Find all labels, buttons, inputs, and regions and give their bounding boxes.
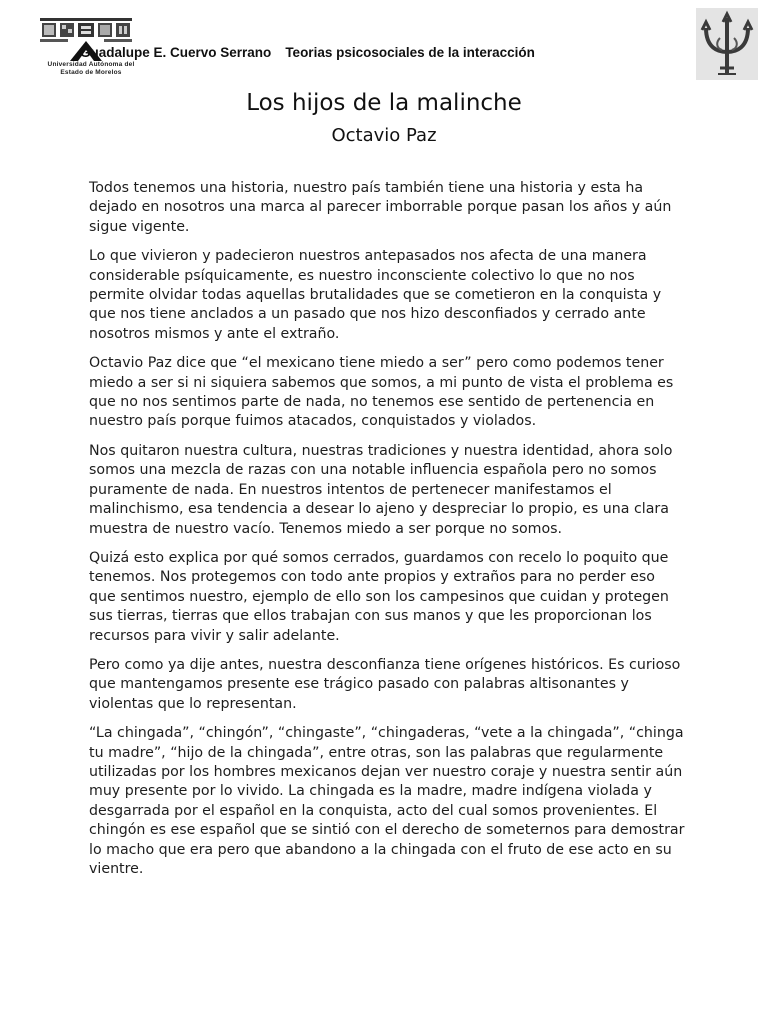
document-header [0,0,768,90]
university-name-line1: Universidad Autónoma del [47,61,135,68]
paragraph: Todos tenemos una historia, nuestro país también tiene una historia y esta ha dejado en nosotros una marca al parecer imborrable porque pasan los años y aún sigue vigente. [89,180,672,235]
author-name: Guadalupe E. Cuervo Serrano [80,45,272,60]
university-name-line2: Estado de Morelos [60,69,122,76]
university-name [36,61,146,77]
document-subtitle: Octavio Paz [331,125,437,146]
paragraph: Lo que vivieron y padecieron nuestros antepasados nos afecta de una manera considerable psíquicamente, es nuestro inconsciente colectivo lo que no nos permite olvidar todas aquellas brutalidades que se cometieron en la conquista y que nos tiene anclados a un pasado que nos hizo desconfiados y cerrado ante nosotros mismos y ante el extraño. [89,248,662,342]
paragraph: “La chingada”, “chingón”, “chingaste”, “chingaderas, “vete a la chingada”, “chinga tu madre”, “hijo de la chingada”, entre otras, son las palabras que regularmente utilizadas por los hombres mexicanos dejan ver nuestro coraje y nuestra sentir aún muy presente por lo vivido. La chingada es la madre, madre indígena violada y desgarrada por el español en la conquista, acto del cual somos provenientes. El chingón es ese español que se sintió con el derecho de someternos para demostrar lo macho que era pero que abandono a la chingada con el fruto de ese acto en su vientre. [89,725,685,877]
paragraph: Quizá esto explica por qué somos cerrados, guardamos con recelo lo poquito que tenemos. Nos protegemos con todo ante propios y extraños para no perder eso que sentimos nuestro, ejemplo de ello son los campesinos que cuidan y protegen sus tierras, tierras que ellos trabajan con sus manos y que les proporcionan los recursos para vivir y salir adelante. [89,549,669,644]
course-name: Teorias psicosociales de la interacción [285,45,535,60]
paragraph: Nos quitaron nuestra cultura, nuestras tradiciones y nuestra identidad, ahora solo somos una mezcla de razas con una notable influencia española pero no somos puramente de nada. En nuestros intentos de pertenecer manifestamos el malinchismo, esa tendencia a desear lo ajeno y despreciar lo propio, es una clara muestra de nuestro vacío. Tenemos miedo a ser porque no somos. [89,442,673,537]
paragraph: Pero como ya dije antes, nuestra desconfianza tiene orígenes históricos. Es curioso que mantengamos presente ese trágico pasado con palabras altisonantes y violentas que lo representan. [89,656,681,712]
header-line [80,45,535,60]
paragraph: Octavio Paz dice que “el mexicano tiene miedo a ser” pero como podemos tener miedo a ser si ni siquiera sabemos que somos, a mi punto de vista el problema es que no nos sentimos parte de nada, no tenemos ese sentido de pertenencia en nuestro país porque fuimos atacados, conquistados y violados. [89,355,674,430]
document-title: Los hijos de la malinche [246,90,522,116]
document-body [89,179,685,889]
psychology-psi-emblem-icon [696,8,758,80]
